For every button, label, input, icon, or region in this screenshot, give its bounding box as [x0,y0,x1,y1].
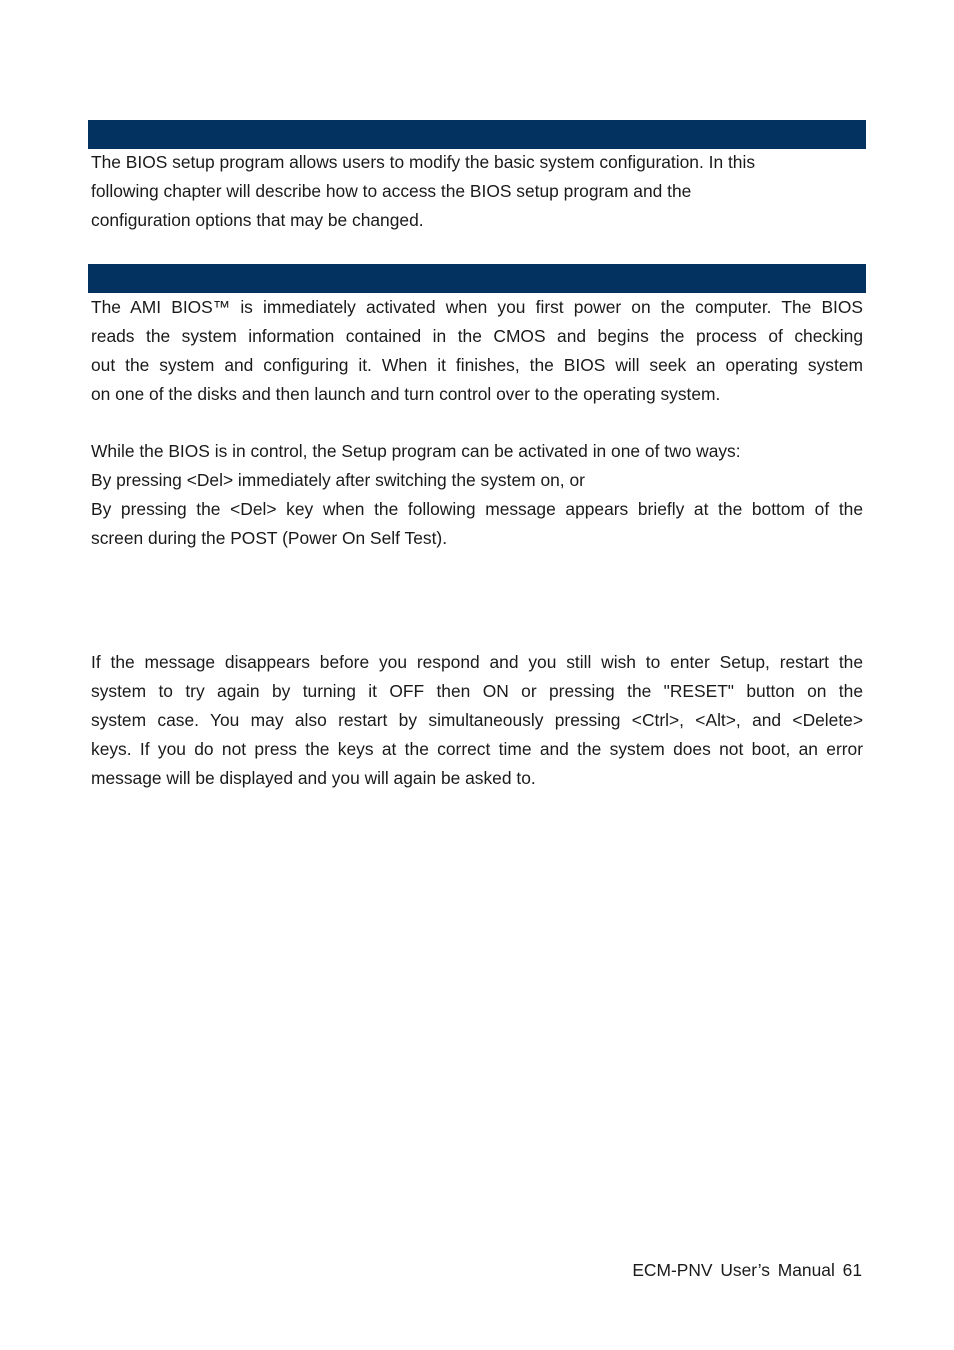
section-heading-bar [88,264,866,293]
text-line: While the BIOS is in control, the Setup program can be activated in one of two ways: [91,441,741,461]
restart-paragraph [91,648,863,793]
text-line: If the message disappears before you respond and you still wish to enter Setup, restart the [91,652,863,672]
text-line: By pressing the <Del> key when the following message appears briefly at the bottom of the [91,499,863,519]
text-line: on one of the disks and then launch and turn control over to the operating system. [91,384,721,404]
setup-access-paragraph [91,437,863,553]
text-line: By pressing <Del> immediately after switching the system on, or [91,470,585,490]
text-line: keys. If you do not press the keys at the correct time and the system does not boot, an error [91,739,863,759]
intro-paragraph [91,148,863,235]
text-line: message will be displayed and you will again be asked to. [91,768,536,788]
section-heading-bar [88,120,866,149]
text-line: screen during the POST (Power On Self Test). [91,528,448,548]
bios-activation-paragraph [91,293,863,409]
text-line: The AMI BIOS™ is immediately activated when you first power on the computer. The BIOS [91,297,863,317]
text-line: following chapter will describe how to access the BIOS setup program and the [91,181,692,201]
text-line: reads the system information contained in the CMOS and begins the process of checking [91,326,863,346]
text-line: out the system and configuring it. When it finishes, the BIOS will seek an operating system [91,355,863,375]
page-footer: ECM-PNV User’s Manual 61 [632,1260,862,1280]
text-line: The BIOS setup program allows users to modify the basic system configuration. In this [91,152,756,172]
text-line: configuration options that may be changed. [91,210,424,230]
text-line: system to try again by turning it OFF then ON or pressing the "RESET" button on the [91,681,863,701]
text-line: system case. You may also restart by simultaneously pressing <Ctrl>, <Alt>, and <Delete> [91,710,863,730]
